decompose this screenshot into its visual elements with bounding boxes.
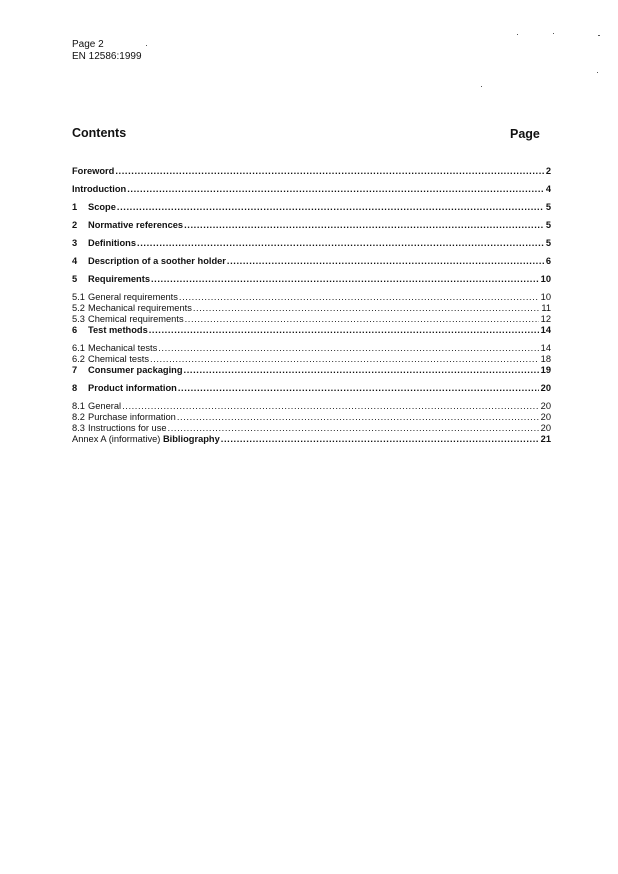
leader-dots	[122, 401, 539, 412]
scan-speck	[598, 35, 600, 36]
toc-number: 5.3	[72, 314, 85, 324]
leader-dots	[117, 202, 544, 213]
leader-dots	[179, 292, 539, 303]
toc-number: 3	[72, 238, 78, 248]
toc-page: 19	[540, 365, 551, 375]
toc-entry-consumer-packaging[interactable]	[72, 365, 551, 376]
toc-label: General	[88, 401, 122, 411]
toc-entry-foreword[interactable]	[72, 166, 551, 177]
toc-page: 6	[545, 256, 551, 266]
toc-entry-annex-a[interactable]	[72, 434, 551, 445]
toc-label: General requirements	[88, 292, 178, 302]
toc-entry-mechanical-tests[interactable]	[72, 343, 551, 354]
page-column-heading: Page	[510, 127, 540, 141]
toc-label: Foreword	[72, 166, 115, 176]
scan-speck	[517, 34, 518, 35]
leader-dots	[221, 434, 539, 445]
toc-entry-instructions-for-use[interactable]	[72, 423, 551, 434]
toc-entry-mechanical-requirements[interactable]	[72, 303, 551, 314]
toc-page: 10	[540, 292, 551, 302]
leader-dots	[193, 303, 539, 314]
leader-dots	[168, 423, 539, 434]
toc-number: 8.3	[72, 423, 85, 433]
leader-dots	[158, 343, 538, 354]
toc-entry-purchase-information[interactable]	[72, 412, 551, 423]
toc-number: 8.1	[72, 401, 85, 411]
toc-entry-general-requirements[interactable]	[72, 292, 551, 303]
leader-dots	[185, 314, 539, 325]
toc-label: Consumer packaging	[88, 365, 183, 375]
toc-label: Introduction	[72, 184, 127, 194]
toc-label: Product information	[88, 383, 177, 393]
toc-number: 4	[72, 256, 78, 266]
toc-page: 10	[540, 274, 551, 284]
toc-entry-definitions[interactable]	[72, 238, 551, 249]
toc-entry-description[interactable]	[72, 256, 551, 267]
toc-page: 5	[545, 202, 551, 212]
annex-prefix: Annex A (informative)	[72, 434, 163, 444]
table-of-contents	[72, 166, 551, 445]
toc-number: 5.1	[72, 292, 85, 302]
toc-label: Purchase information	[88, 412, 176, 422]
toc-page: 14	[540, 343, 551, 353]
toc-entry-normative-references[interactable]	[72, 220, 551, 231]
toc-page: 20	[540, 401, 551, 411]
scan-speck	[597, 72, 598, 73]
toc-label	[72, 434, 220, 445]
toc-number: 7	[72, 365, 78, 375]
toc-page: 2	[545, 166, 551, 176]
toc-page: 14	[540, 325, 551, 335]
toc-page: 5	[545, 238, 551, 248]
scan-speck	[553, 33, 554, 34]
scan-speck	[481, 86, 482, 87]
toc-entry-chemical-tests[interactable]	[72, 354, 551, 365]
toc-entry-introduction[interactable]	[72, 184, 551, 195]
toc-page: 11	[541, 303, 551, 313]
leader-dots	[227, 256, 544, 267]
toc-label: Mechanical tests	[88, 343, 158, 353]
toc-number: 8	[72, 383, 78, 393]
toc-label: Mechanical requirements	[88, 303, 192, 313]
page-header	[72, 39, 142, 63]
toc-page: 4	[545, 184, 551, 194]
toc-label: Definitions	[88, 238, 137, 248]
leader-dots	[184, 220, 544, 231]
toc-page: 18	[540, 354, 551, 364]
toc-label: Test methods	[88, 325, 148, 335]
toc-label: Chemical requirements	[88, 314, 184, 324]
toc-entry-chemical-requirements[interactable]	[72, 314, 551, 325]
leader-dots	[184, 365, 539, 376]
toc-label: Normative references	[88, 220, 184, 230]
toc-label: Chemical tests	[88, 354, 149, 364]
toc-number: 6	[72, 325, 78, 335]
leader-dots	[150, 354, 539, 365]
leader-dots	[149, 325, 539, 336]
toc-page: 20	[540, 412, 551, 422]
toc-number: 8.2	[72, 412, 85, 422]
leader-dots	[115, 166, 543, 177]
annex-title: Bibliography	[162, 434, 220, 444]
leader-dots	[127, 184, 544, 195]
toc-entry-test-methods[interactable]	[72, 325, 551, 336]
scan-speck	[146, 45, 147, 46]
leader-dots	[137, 238, 544, 249]
toc-page: 5	[545, 220, 551, 230]
toc-entry-scope[interactable]	[72, 202, 551, 213]
leader-dots	[151, 274, 539, 285]
toc-label: Instructions for use	[88, 423, 167, 433]
toc-number: 5	[72, 274, 78, 284]
toc-number: 5.2	[72, 303, 85, 313]
toc-page: 20	[540, 383, 551, 393]
toc-page: 20	[540, 423, 551, 433]
toc-number: 2	[72, 220, 78, 230]
toc-number: 6.1	[72, 343, 85, 353]
toc-entry-general[interactable]	[72, 401, 551, 412]
contents-heading: Contents	[72, 126, 127, 140]
toc-label: Description of a soother holder	[88, 256, 226, 266]
leader-dots	[178, 383, 539, 394]
document-id: EN 12586:1999	[72, 51, 142, 62]
toc-entry-requirements[interactable]	[72, 274, 551, 285]
toc-entry-product-information[interactable]	[72, 383, 551, 394]
toc-page: 21	[540, 434, 551, 444]
toc-label: Scope	[88, 202, 116, 212]
leader-dots	[177, 412, 539, 423]
page-number-label: Page 2	[72, 39, 104, 50]
toc-page: 12	[540, 314, 551, 324]
toc-label: Requirements	[88, 274, 150, 284]
toc-number: 6.2	[72, 354, 85, 364]
toc-number: 1	[72, 202, 78, 212]
